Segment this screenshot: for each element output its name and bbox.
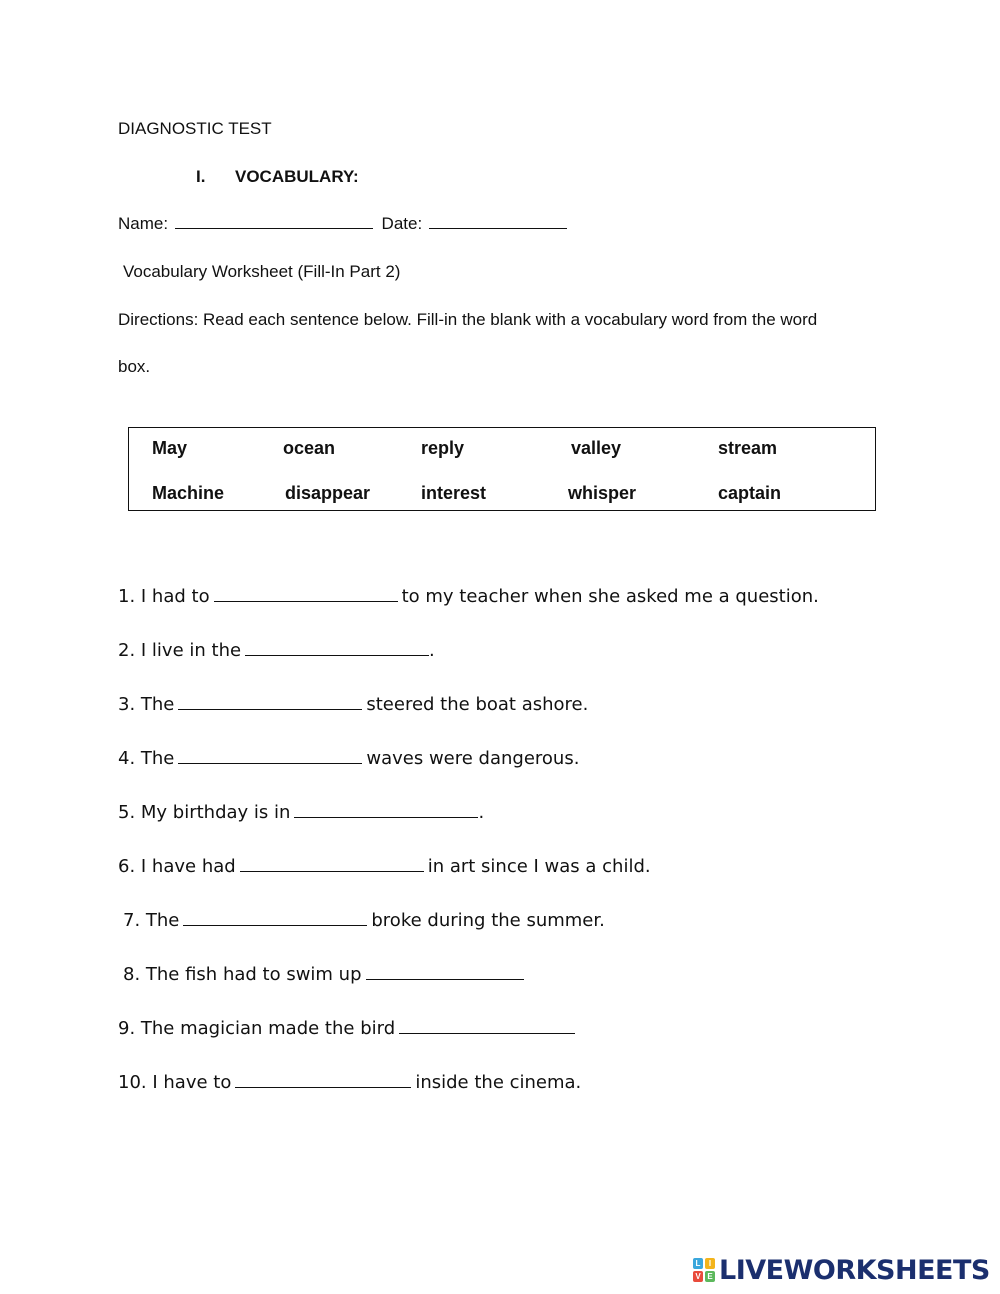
question-2: 2. I live in the . <box>118 640 435 661</box>
name-date-line <box>118 214 571 234</box>
word-box-item: captain <box>718 483 782 503</box>
directions-line-1: Directions: Read each sentence below. Fill-in the blank with a vocabulary word from the word <box>118 310 818 329</box>
question-1: 1. I had to to my teacher when she asked me a question. <box>118 586 819 607</box>
logo-blocks-icon: L I V E <box>693 1258 715 1282</box>
answer-blank[interactable] <box>399 1019 575 1034</box>
question-9: 9. The magician made the bird <box>118 1018 579 1039</box>
logo-text: LIVEWORKSHEETS <box>719 1254 990 1286</box>
answer-blank[interactable] <box>294 803 478 818</box>
answer-blank[interactable] <box>178 695 362 710</box>
answer-blank[interactable] <box>366 965 524 980</box>
answer-blank[interactable] <box>235 1073 411 1088</box>
date-blank[interactable] <box>429 214 567 229</box>
question-6: 6. I have had in art since I was a child. <box>118 856 651 877</box>
question-10: 10. I have to inside the cinema. <box>118 1072 582 1093</box>
name-label: Name: <box>118 214 169 233</box>
question-8: 8. The fish had to swim up <box>123 964 528 985</box>
document-title: DIAGNOSTIC TEST <box>118 119 272 138</box>
answer-blank[interactable] <box>178 749 362 764</box>
section-title: VOCABULARY: <box>235 167 359 186</box>
question-4: 4. The waves were dangerous. <box>118 748 580 769</box>
word-box-item: May <box>152 438 188 458</box>
word-box-item: valley <box>571 438 622 458</box>
date-label: Date: <box>381 214 423 233</box>
answer-blank[interactable] <box>245 641 429 656</box>
worksheet-title: Vocabulary Worksheet (Fill-In Part 2) <box>123 262 401 281</box>
word-box-item: reply <box>421 438 465 458</box>
section-number: I. <box>196 167 206 186</box>
answer-blank[interactable] <box>240 857 424 872</box>
question-5: 5. My birthday is in . <box>118 802 485 823</box>
directions-line-2: box. <box>118 357 151 376</box>
answer-blank[interactable] <box>214 587 398 602</box>
answer-blank[interactable] <box>183 911 367 926</box>
word-box-item: disappear <box>285 483 371 503</box>
word-box-item: whisper <box>568 483 637 503</box>
word-box-item: stream <box>718 438 778 458</box>
word-box-item: Machine <box>152 483 225 503</box>
question-7: 7. The broke during the summer. <box>123 910 605 931</box>
name-blank[interactable] <box>175 214 373 229</box>
word-box-item: interest <box>421 483 487 503</box>
liveworksheets-logo[interactable] <box>693 1255 990 1285</box>
word-box <box>128 427 876 511</box>
question-3: 3. The steered the boat ashore. <box>118 694 589 715</box>
word-box-item: ocean <box>283 438 336 458</box>
